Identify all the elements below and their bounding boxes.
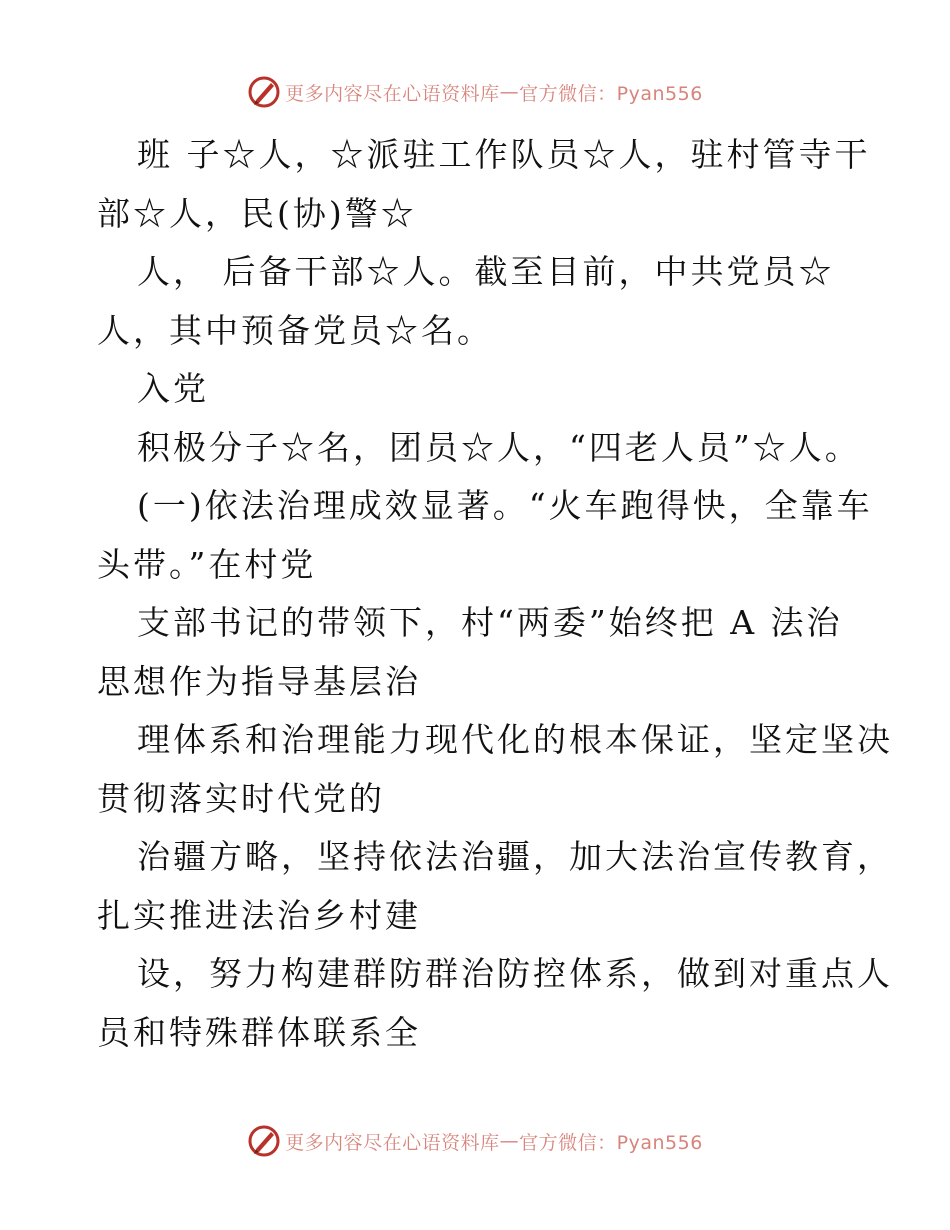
watermark-site-text: 更多内容尽在心语资料库 (285, 1131, 500, 1154)
text-line-9: 支部书记的带领下，村“两委”始终把 A 法治 (137, 603, 843, 642)
text-line-11: 理体系和治理能力现代化的根本保证，坚定坚决 (137, 720, 893, 759)
text-line-12: 贯彻落实时代党的 (97, 778, 385, 818)
watermark-wechat-text: 官方微信：Pyan556 (519, 82, 703, 105)
text-line-1: 班 子☆人，☆派驻工作队员☆人，驻村管寺干 (137, 135, 871, 174)
watermark-dash: — (499, 1130, 520, 1152)
text-line-6: 积极分子☆名，团员☆人，“四老人员”☆人。 (137, 427, 861, 467)
text-line-8: 头带。”在村党 (97, 544, 317, 584)
text-line-5: 入党 (137, 369, 209, 408)
watermark-wechat-text: 官方微信：Pyan556 (519, 1131, 703, 1154)
text-line-3: 人， 后备干部☆人。截至目前，中共党员☆ (137, 252, 835, 291)
pen-logo-icon (247, 75, 281, 109)
text-line-2: 部☆人，民(协)警☆ (97, 193, 417, 233)
text-line-7: (一)依法治理成效显著。“火车跑得快，全靠车 (137, 486, 873, 525)
pen-logo-icon (247, 1124, 281, 1158)
header-watermark (0, 72, 950, 112)
text-line-14: 扎实推进法治乡村建 (97, 895, 421, 935)
text-line-16: 员和特殊群体联系全 (97, 1012, 421, 1052)
text-line-4: 人，其中预备党员☆名。 (97, 310, 493, 350)
watermark-dash: — (499, 81, 520, 103)
text-line-13: 治疆方略，坚持依法治疆，加大法治宣传教育， (137, 837, 893, 876)
document-body (97, 126, 893, 1062)
footer-watermark (0, 1121, 950, 1161)
text-line-10: 思想作为指导基层治 (97, 661, 421, 701)
text-line-15: 设，努力构建群防群治防控体系，做到对重点人 (137, 954, 893, 993)
watermark-site-text: 更多内容尽在心语资料库 (285, 82, 500, 105)
